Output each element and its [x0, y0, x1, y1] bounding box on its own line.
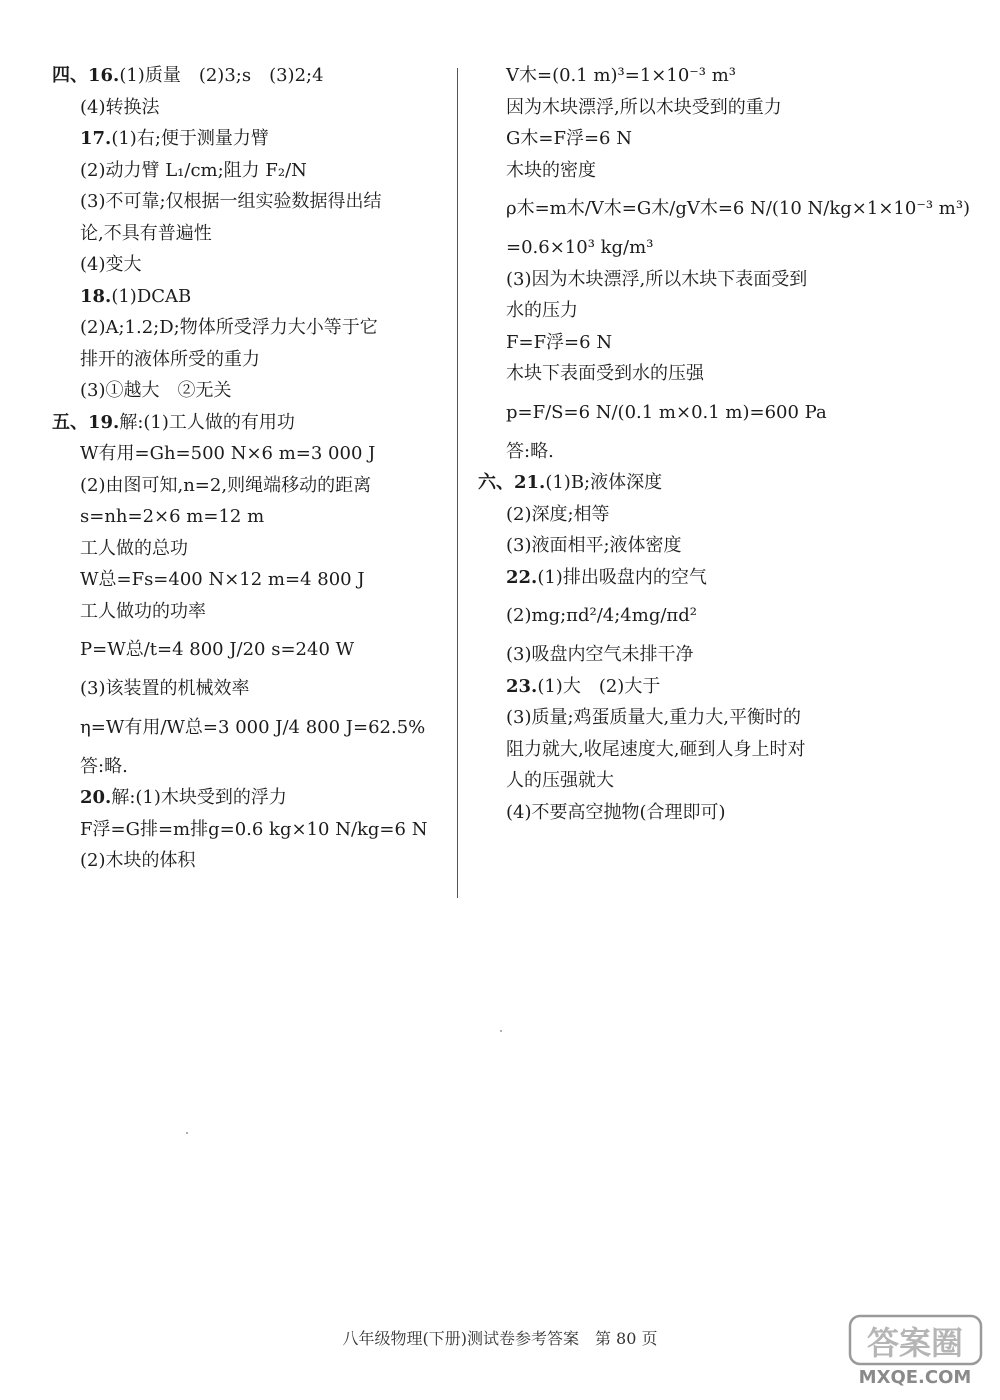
formula-line: η=W有用/W总=3 000 J/4 800 J=62.5% [80, 716, 426, 738]
page-footer: 八年级物理(下册)测试卷参考答案 第 80 页 [342, 1329, 658, 1348]
answer-line: W总=Fs=400 N×12 m=4 800 J [80, 569, 365, 590]
answer-line: (3)液面相平;液体密度 [506, 535, 682, 556]
svg-text:MXQE.COM: MXQE.COM [858, 1367, 972, 1388]
answer-line: 五、19.解:(1)工人做的有用功 [52, 411, 295, 433]
answer-line: (4)变大 [80, 254, 142, 275]
answer-line: 22.(1)排出吸盘内的空气 [506, 566, 707, 588]
answer-line: V木=(0.1 m)³=1×10⁻³ m³ [506, 65, 737, 86]
svg-text:答案圈: 答案圈 [866, 1324, 964, 1362]
answer-line: 六、21.(1)B;液体深度 [478, 472, 663, 493]
answer-line: 论,不具有普遍性 [80, 222, 212, 244]
answer-line: 17.(1)右;便于测量力臂 [80, 128, 269, 149]
answer-line: 木块的密度 [506, 159, 596, 181]
answer-line: (3)因为木块漂浮,所以木块下表面受到 [506, 268, 808, 290]
answer-line: (2)深度;相等 [506, 503, 610, 525]
answer-line: (4)不要高空抛物(合理即可) [506, 801, 726, 823]
answer-line: 18.(1)DCAB [80, 285, 192, 307]
answer-line: 因为木块漂浮,所以木块受到的重力 [506, 96, 782, 118]
formula-line: ρ木=m木/V木=G木/gV木=6 N/(10 N/kg×1×10⁻³ m³) [506, 198, 971, 219]
answer-line: (3)①越大 ②无关 [80, 380, 232, 401]
answer-line: (2)木块的体积 [80, 850, 196, 871]
answer-line: 水的压力 [506, 300, 578, 321]
answer-line: 阻力就大,收尾速度大,砸到人身上时对 [506, 738, 806, 760]
answer-line: 工人做的总功 [80, 537, 188, 559]
formula-line: (2)mg;πd²/4;4mg/πd² [506, 605, 697, 626]
formula-line: p=F/S=6 N/(0.1 m×0.1 m)=600 Pa [506, 401, 827, 423]
answer-line: (3)质量;鸡蛋质量大,重力大,平衡时的 [506, 707, 802, 728]
answer-line: F=F浮=6 N [506, 331, 613, 353]
answer-line: 答:略. [506, 440, 554, 462]
answer-line: (2)动力臂 L₁/cm;阻力 F₂/N [80, 159, 307, 181]
speck [186, 1132, 188, 1134]
speck [500, 1030, 502, 1032]
answer-line: 四、16.(1)质量 (2)3;s (3)2;4 [52, 65, 324, 86]
answer-line: W有用=Gh=500 N×6 m=3 000 J [80, 443, 376, 464]
answer-line: 排开的液体所受的重力 [80, 348, 260, 370]
answer-line: =0.6×10³ kg/m³ [506, 237, 654, 258]
answer-line: (2)A;1.2;D;物体所受浮力大小等于它 [80, 317, 378, 338]
answer-line: 人的压强就大 [506, 770, 614, 791]
formula-line: P=W总/t=4 800 J/20 s=240 W [80, 639, 355, 660]
answer-line: (2)由图可知,n=2,则绳端移动的距离 [80, 474, 372, 496]
answer-line: F浮=G排=m排g=0.6 kg×10 N/kg=6 N [80, 818, 428, 840]
answer-line: (3)吸盘内空气未排干净 [506, 644, 694, 665]
column-divider [457, 68, 458, 898]
answer-line: s=nh=2×6 m=12 m [80, 506, 265, 527]
watermark-logo-icon [848, 1310, 983, 1388]
answer-line: 23.(1)大 (2)大于 [506, 675, 661, 697]
answer-line: (3)该装置的机械效率 [80, 678, 250, 699]
answer-line: 工人做功的功率 [80, 600, 206, 622]
answer-line: (3)不可靠;仅根据一组实验数据得出结 [80, 191, 382, 212]
answer-line: 木块下表面受到水的压强 [506, 363, 704, 384]
right-column [478, 60, 971, 828]
answer-line: 答:略. [80, 755, 128, 777]
answer-line: (4)转换法 [80, 96, 160, 118]
answer-line: 20.解:(1)木块受到的浮力 [80, 787, 287, 808]
answer-line: G木=F浮=6 N [506, 128, 632, 149]
left-column [52, 60, 447, 877]
